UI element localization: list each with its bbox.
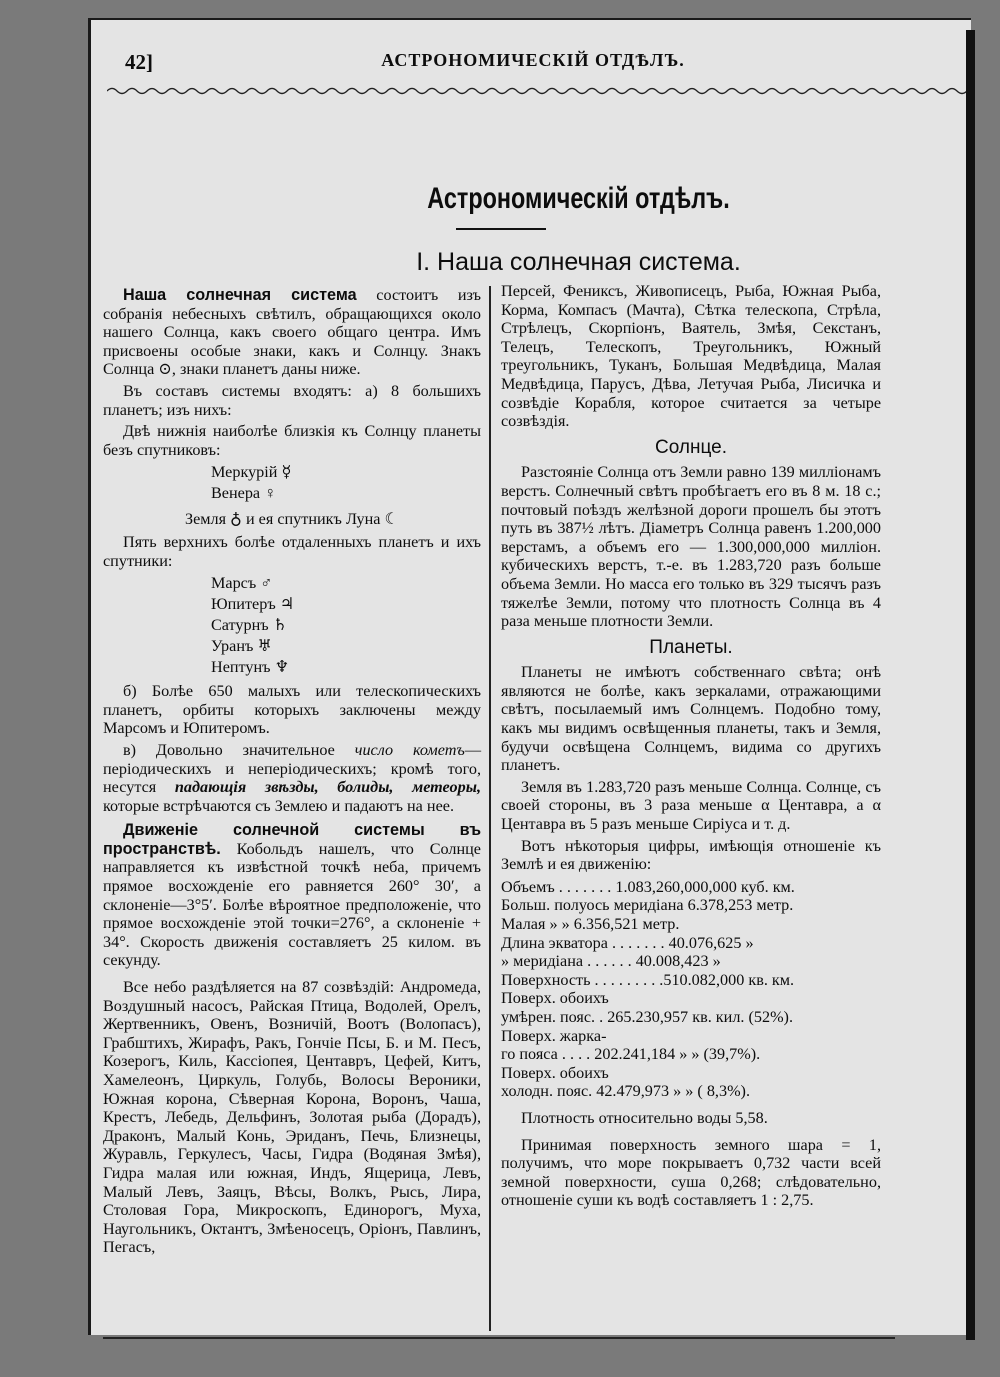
constellations-continued: Персей, Фениксъ, Живописецъ, Рыба, Южная Рыба, Корма, Компасъ (Мачта), Сѣтка телескопа, Стрѣла, Стрѣлецъ, Скорпіонъ, Ваятель, Змѣя, Секстанъ, Телецъ, Телескопъ, Треугольникъ, Южный треугольникъ, Туканъ, Большая Медвѣдица, Малая Медвѣдица, Парусъ, Дѣва, Летучая Рыба, Лисичка и созвѣдіе Корабля, которое считается за четыре созвѣздія.	[501, 282, 881, 431]
right-column	[501, 282, 881, 1213]
comets-term: число кометъ	[354, 740, 465, 759]
inner-planets-paragraph: Двѣ нижнія наиболѣе близкія къ Солнцу планеты безъ спутниковъ:	[103, 422, 481, 459]
planet-mars: Марсъ ♂	[211, 574, 273, 593]
section-title: Астрономическій отдѣлъ.	[427, 182, 730, 215]
bottom-rule	[103, 1337, 895, 1339]
stat-row: Поверх. жарка-	[501, 1026, 607, 1045]
left-column	[103, 286, 481, 1260]
earth-line: Земля ♁ и ея спутникъ Луна ☾	[184, 510, 400, 529]
intro-lead: Наша солнечная система	[123, 286, 357, 304]
stat-row: холодн. пояс. 42.479,973 » » ( 8,3%).	[501, 1082, 750, 1101]
density-line: Плотность относительно воды 5,58.	[521, 1108, 768, 1127]
planet-venus: Венера ♀	[211, 484, 277, 503]
stat-row: Больш. полуось меридіана 6.378,253 метр.	[501, 896, 794, 915]
page-edge-shadow	[966, 30, 975, 1340]
planet-uranus: Уранъ ♅	[211, 637, 272, 656]
sun-paragraph: Разстояніе Солнца отъ Земли равно 139 милліонамъ верстъ. Солнечный свѣтъ пробѣгаетъ его въ 8 м. 18 с.; почтовый поѣздъ желѣзной дороги прошелъ бы этотъ путь въ 387½ лѣтъ. Діаметръ Солнца равенъ 1.200,000 верстамъ, а объемъ его — 1.300,000,000 милліон. кубическихъ верстъ, т.-е. въ 1.283,720 разъ больше объема Земли. Но масса его только въ 329 тысячъ разъ тяжелѣе Земли, потому что плотность Солнца въ 4 раза меньше плотности Земли.	[501, 463, 881, 631]
sun-heading: Солнце.	[655, 436, 727, 458]
earth-stats-list	[501, 878, 881, 1101]
comets-paragraph: в) Довольно значительное число кометъ— періодическихъ и непеpіодическихъ; кромѣ того, несутся падающія звѣзды, болиды, метеоры, которые встрѣчаются съ Землею и падаютъ на нее.	[103, 740, 481, 815]
meteors-term: падающія звѣзды, болиды, метеоры,	[174, 778, 481, 797]
planets-paragraph: Планеты не имѣютъ собственнаго свѣта; онѣ являются не болѣе, какъ зеркалами, отражающими свѣтъ, посылаемый имъ Солнцемъ. Подобно тому, какъ мы видимъ освѣщенныя планеты, такъ и Земля, будучи освѣщена Солнцемъ, видима со другихъ планетъ.	[501, 663, 881, 775]
stat-row: умѣрен. пояс. . 265.230,957 кв. кил. (52%).	[501, 1007, 793, 1026]
page-number: 42]	[125, 50, 153, 74]
stat-row: Поверх. обоихъ	[501, 989, 609, 1008]
planet-saturn: Сатурнъ ♄	[211, 616, 288, 635]
stat-row: Поверх. обоихъ	[501, 1063, 609, 1082]
earth-comparison-paragraph: Земля въ 1.283,720 разъ меньше Солнца. Солнце, съ своей стороны, въ 3 раза меньше α Центавра, а α Центавра въ 5 разъ меньше Сиріуса и т. д.	[501, 777, 881, 834]
stat-row: » меридіана . . . . . . 40.008,423 »	[501, 952, 721, 971]
running-title: АСТРОНОМИЧЕСКІЙ ОТДѢЛЪ.	[381, 50, 685, 70]
figures-intro: Вотъ нѣкоторыя цифры, имѣющія отношеніе къ Землѣ и ея движенію:	[501, 836, 881, 874]
page-sheet	[88, 18, 971, 1335]
stat-row: Объемъ . . . . . . . 1.083,260,000,000 куб. км.	[501, 877, 795, 896]
planet-neptune: Нептунъ ♆	[211, 658, 290, 677]
stat-row: Поверхность . . . . . . . . .510.082,000 кв. км.	[501, 970, 795, 989]
outer-planets-paragraph: Пять верхнихъ болѣе отдаленныхъ планетъ и ихъ спутники:	[103, 532, 481, 570]
final-paragraph: Принимая поверхность земного шара = 1, получимъ, что море покрываетъ 0,732 части всей земной поверхности, суша 0,268; слѣдовательно, отношеніе суши къ водѣ составляетъ 1 : 2,75.	[501, 1135, 881, 1210]
motion-paragraph: Движеніе солнечной системы въ пространствѣ. Кобольдъ нашелъ, что Солнце направляется къ извѣстной точкѣ неба, причемъ прямое восхожденіе его равняется 260° 30′, а склоненіе—3°5′. Болѣе вѣроятное предположеніе, что прямое восхожденіе этой точки=276°, а склоненіе + 34°. Скорость движенія составляетъ 25 килом. въ секунду.	[103, 821, 481, 970]
motion-lead: Движеніе солнечной системы въ пространствѣ.	[103, 821, 481, 858]
running-header	[113, 48, 953, 78]
column-divider	[489, 286, 491, 1331]
composition-paragraph: Въ составъ системы входятъ: а) 8 большихъ планетъ; изъ нихъ:	[103, 381, 481, 419]
stat-row: го пояса . . . . 202.241,184 » » (39,7%).	[501, 1045, 761, 1064]
planet-mercury: Меркурій ☿	[211, 463, 292, 482]
minor-planets-paragraph: б) Болѣе 650 малыхъ или телескопическихъ планетъ, орбиты которыхъ заключены между Марсомъ и Юпитеромъ.	[103, 682, 481, 738]
subsection-title: I. Наша солнечная система.	[416, 248, 741, 276]
stat-row: Малая » » 6.356,521 метр.	[501, 915, 680, 933]
planet-jupiter: Юпитеръ ♃	[211, 595, 295, 614]
intro-text: состоитъ изъ собранія небесныхъ свѣтилъ, обращающихся около нашего Солнца, какъ своего общаго центра. Имъ присвоены особые знаки, какъ и Солнцу. Знакъ Солнца ⊙, знаки планетъ даны ниже.	[103, 286, 481, 379]
planets-heading: Планеты.	[649, 636, 733, 658]
intro-paragraph	[103, 286, 481, 379]
title-rule	[456, 228, 546, 230]
constellations-paragraph: Все небо раздѣляется на 87 созвѣздій: Андромеда, Воздушный насосъ, Райская Птица, Водолей, Орелъ, Жертвенникъ, Овенъ, Возничій, Воотъ (Волопасъ), Грабштихъ, Жирафъ, Ракъ, Гончіе Псы, Б. и М. Песъ, Козерогъ, Киль, Кассіопея, Центавръ, Цефей, Китъ, Хамелеонъ, Циркуль, Голубь, Волосы Вероники, Южная корона, Сѣверная Корона, Воронъ, Чаша, Крестъ, Лебедь, Дельфинъ, Золотая рыба (Дорадъ), Драконъ, Малый Конь, Эриданъ, Печь, Близнецы, Журавль, Геркулесъ, Часы, Гидра (Водяная Змѣя), Гидра малая или южная, Индъ, Ящерица, Левъ, Малый Левъ, Заяцъ, Вѣсы, Волкъ, Рысь, Лира, Столовая Гора, Микроскопъ, Единорогъ, Муха, Наугольникъ, Октантъ, Змѣеносецъ, Оріонъ, Павлинъ, Пегасъ,	[103, 978, 481, 1257]
stat-row: Длина экватора . . . . . . . 40.076,625 »	[501, 933, 754, 952]
wavy-rule	[107, 86, 967, 96]
